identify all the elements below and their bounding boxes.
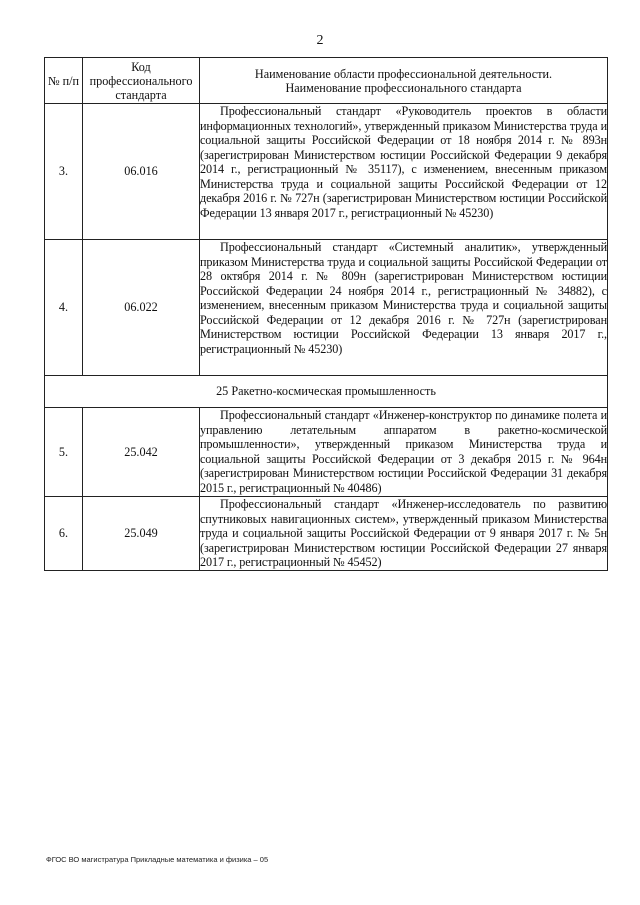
row-description-text: Профессиональный стандарт «Системный аналитик», утвержденный приказом Министерства труда и социальной защиты Российской Федерации от 28 октября 2014 г. № 809н (зарегистрирован Министерством юстиции Российской Федерации 24 ноября 2014 г., регистрационный № 34882), с изменением, внесенным приказом Министерства труда и социальной защиты Российской Федерации от 12 декабря 2016 г. № 727н (зарегистрирован Министерством юстиции Российской Федерации 13 января 2017 г., регистрационный № 45230)	[200, 240, 607, 356]
row-description-text: Профессиональный стандарт «Инженер-исследователь по развитию спутниковых навигационных систем», утвержденный приказом Министерства труда и социальной защиты Российской Федерации от 9 января 2017 г. № 5н (зарегистрирован Министерством юстиции Российской Федерации 27 января 2017 г., регистрационный № 45452)	[200, 497, 607, 569]
document-footer: ФГОС ВО магистратура Прикладные математика и физика – 05	[46, 855, 269, 864]
row-description	[200, 497, 608, 571]
row-number: 5.	[45, 408, 83, 497]
table-row	[45, 104, 608, 240]
row-code: 25.049	[83, 497, 200, 571]
table-row	[45, 240, 608, 376]
row-code: 06.016	[83, 104, 200, 240]
row-number: 3.	[45, 104, 83, 240]
row-number: 4.	[45, 240, 83, 376]
page-number: 2	[316, 33, 324, 48]
row-code: 25.042	[83, 408, 200, 497]
row-description	[200, 104, 608, 240]
section-heading: 25 Ракетно-космическая промышленность	[45, 376, 608, 408]
row-description-text: Профессиональный стандарт «Руководитель проектов в области информационных технологий», утвержденный приказом Министерства труда и социальной защиты Российской Федерации от 18 ноября 2014 г. № 893н (зарегистрирован Министерством юстиции Российской Федерации 9 декабря 2014 г., регистрационный № 35117), с изменением, внесенным приказом Министерства труда и социальной защиты Российской Федерации от 12 декабря 2016 г. № 727н (зарегистрирован Министерством юстиции Российской Федерации 13 января 2017 г., регистрационный № 45230)	[200, 104, 607, 220]
row-code: 06.022	[83, 240, 200, 376]
header-name-line1: Наименование области профессиональной деятельности.	[254, 66, 553, 81]
header-number	[45, 58, 83, 104]
professional-standards-table	[44, 57, 608, 571]
row-number: 6.	[45, 497, 83, 571]
row-description	[200, 408, 608, 497]
table-header-row	[45, 58, 608, 104]
table-row	[45, 408, 608, 497]
header-number-label: № п/п	[47, 73, 80, 88]
row-description-text: Профессиональный стандарт «Инженер-конструктор по динамике полета и управлению летательным аппаратом в ракетно-космической промышленности», утвержденный приказом Министерства труда и социальной защиты Российской Федерации от 3 декабря 2015 г. № 964н (зарегистрирован Министерством юстиции Российской Федерации 31 декабря 2015 г., регистрационный № 40486)	[200, 408, 607, 495]
table-row	[45, 497, 608, 571]
header-name-line2: Наименование профессионального стандарта	[285, 80, 522, 95]
header-name	[200, 58, 608, 104]
row-description	[200, 240, 608, 376]
header-code	[83, 58, 200, 104]
header-code-label: Код профессионального стандарта	[89, 59, 193, 102]
section-row	[45, 376, 608, 408]
